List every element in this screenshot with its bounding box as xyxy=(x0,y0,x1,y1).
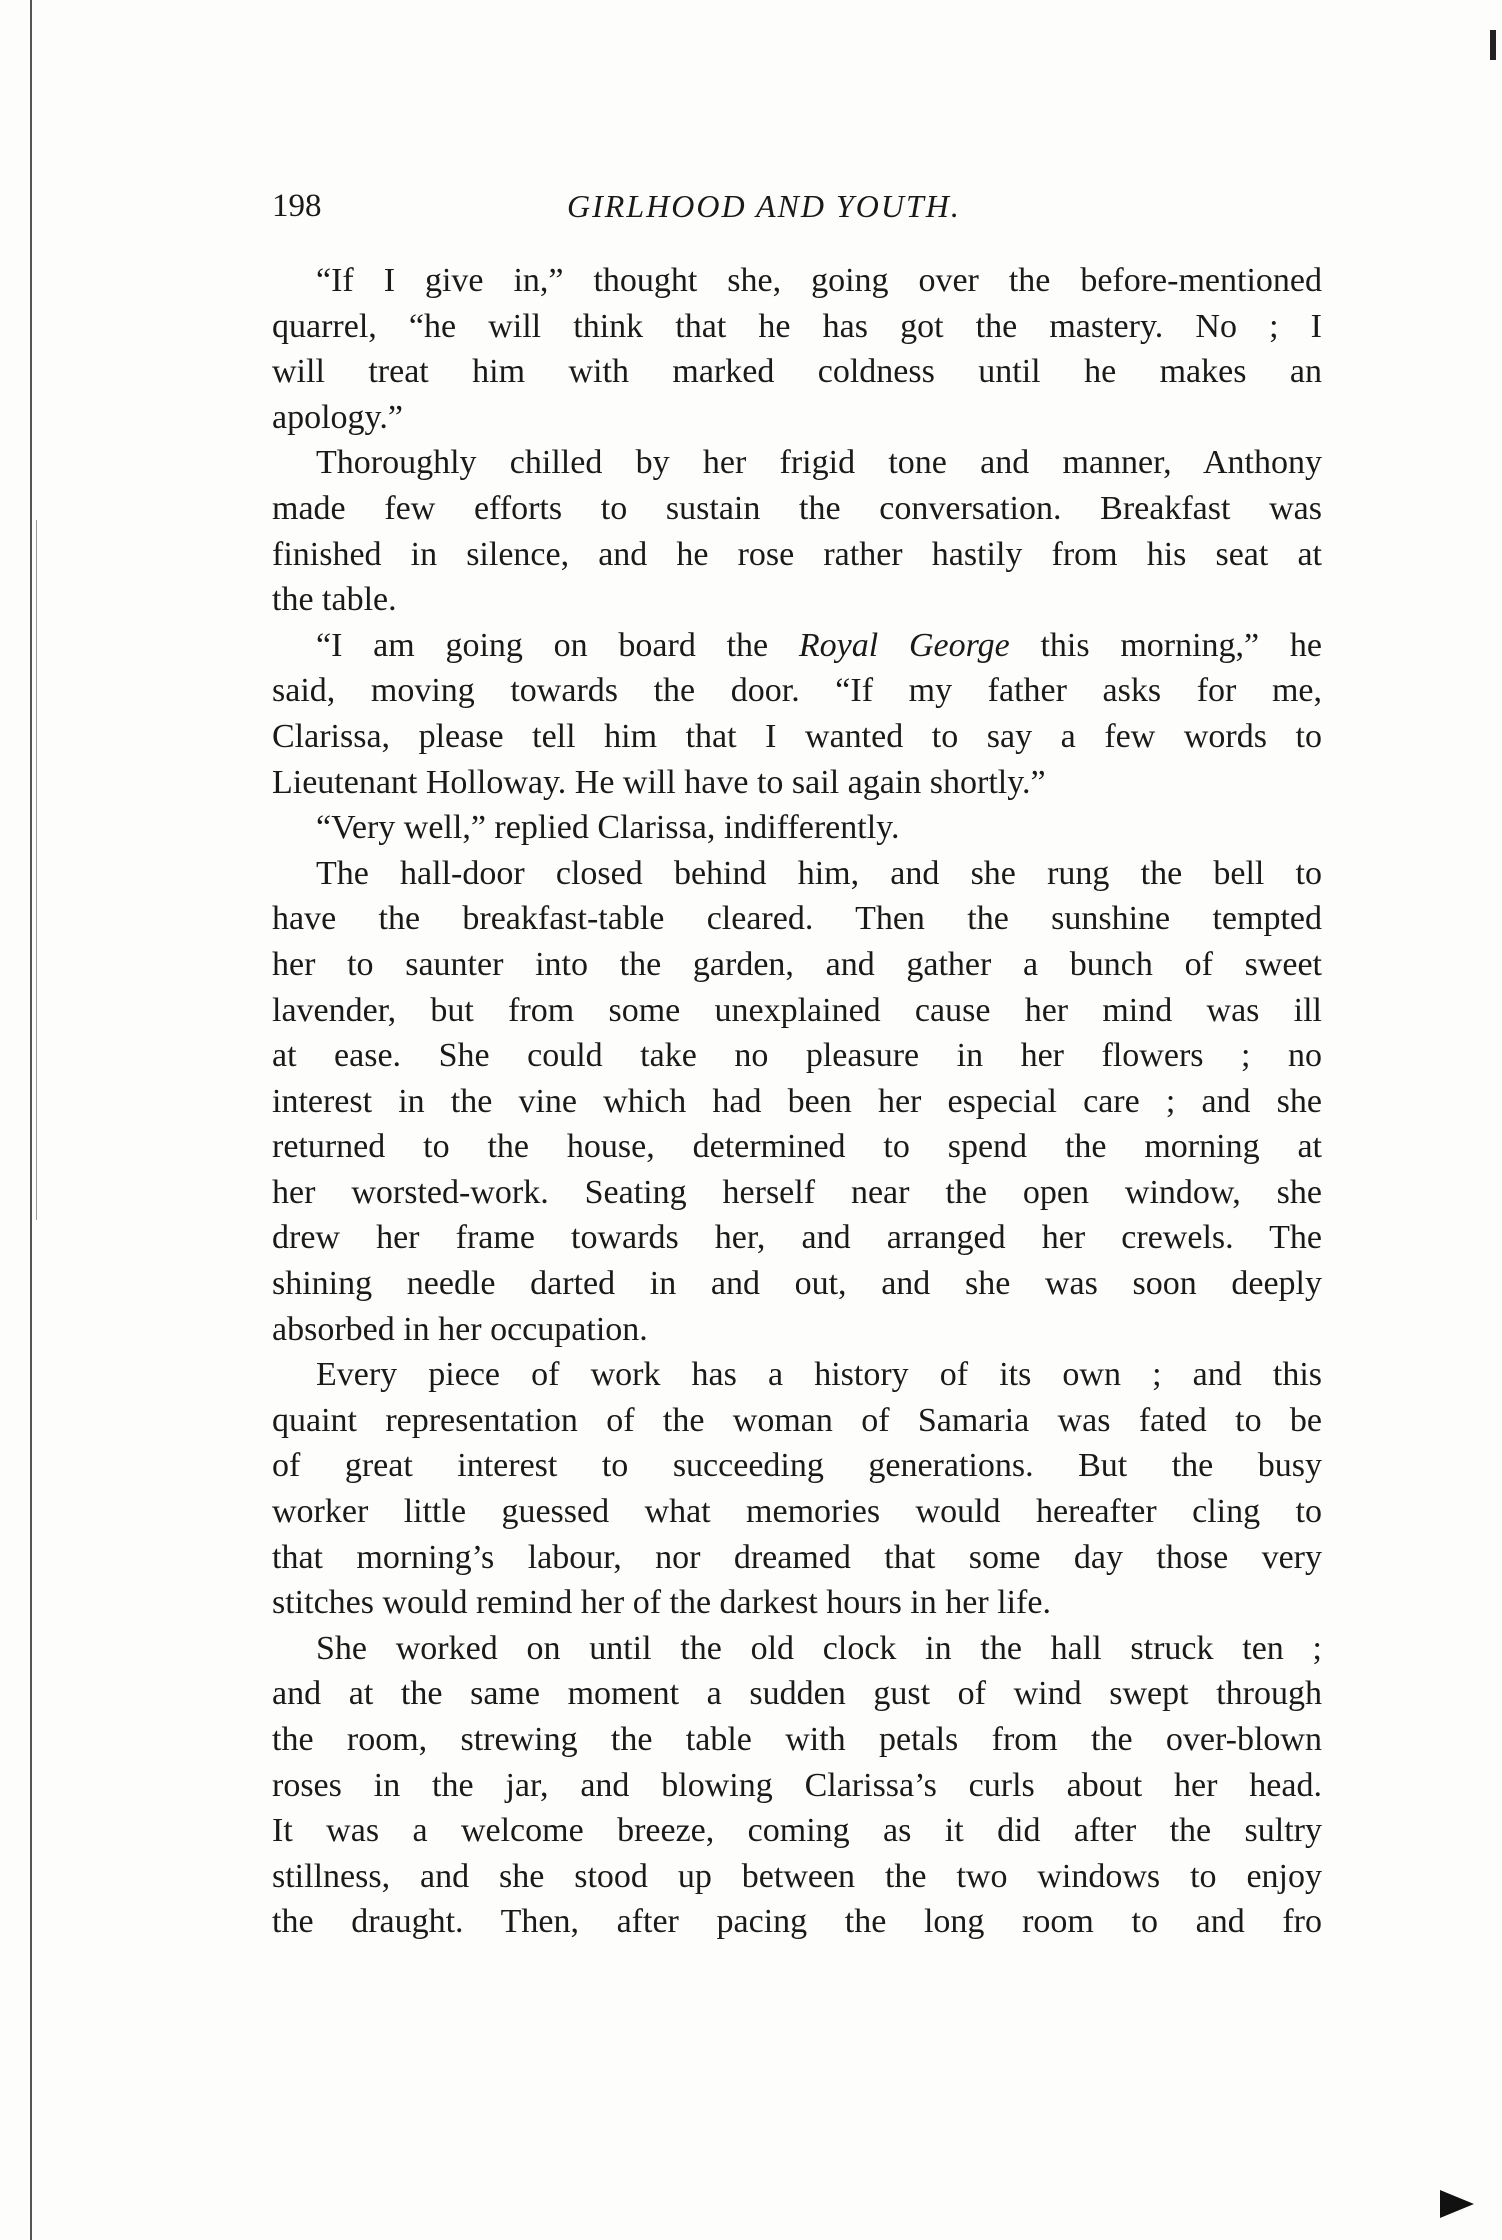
text-line xyxy=(272,896,1322,942)
text-line-content: her to saunter into the garden, and gather a bunch of sweet xyxy=(272,945,1322,983)
text-line-content: her worsted-work. Seating herself near the open window, she xyxy=(272,1173,1322,1211)
text-line-content: the room, strewing the table with petals from the over-blown xyxy=(272,1721,1322,1758)
text-line-content: will treat him with marked coldness until he makes an xyxy=(272,353,1322,391)
text-line-content: She worked on until the old clock in the hall struck ten ; xyxy=(316,1629,1322,1667)
text-line-content: Every piece of work has a history of its own ; and this xyxy=(316,1356,1322,1394)
text-line xyxy=(272,395,1322,441)
text-line-content: quarrel, “he will think that he has got the mastery. No ; I xyxy=(272,307,1322,345)
text-line xyxy=(272,304,1322,350)
text-line xyxy=(272,1763,1322,1809)
text-line xyxy=(272,349,1322,395)
text-line xyxy=(272,1808,1322,1854)
text-line-content: shining needle darted in and out, and she was soon deeply xyxy=(272,1265,1322,1303)
page-number: 198 xyxy=(272,188,322,224)
text-line-content: roses in the jar, and blowing Clarissa’s curls about her head. xyxy=(272,1766,1322,1804)
text-line xyxy=(272,1261,1322,1307)
text-line xyxy=(272,1717,1322,1763)
text-line xyxy=(272,1580,1322,1626)
text-line xyxy=(272,668,1322,714)
text-line-content: “I am going on board the Royal George this morning,” he xyxy=(316,626,1322,664)
text-line xyxy=(272,714,1322,760)
text-line-content: apology.” xyxy=(272,398,403,436)
body-text xyxy=(272,258,1322,1945)
text-line-content: made few efforts to sustain the conversation. Breakfast was xyxy=(272,489,1322,527)
text-line-content: stitches would remind her of the darkest hours in her life. xyxy=(272,1584,1051,1622)
running-title: GIRLHOOD AND YOUTH. xyxy=(567,188,961,224)
text-line-content: stillness, and she stood up between the two windows to enjoy xyxy=(272,1857,1322,1895)
text-line-content: finished in silence, and he rose rather hastily from his seat at xyxy=(272,535,1322,573)
text-line-content: interest in the vine which had been her especial care ; and she xyxy=(272,1082,1322,1120)
text-line xyxy=(272,1489,1322,1535)
text-line-content: of great interest to succeeding generations. But the busy xyxy=(272,1447,1322,1485)
text-line-content: the draught. Then, after pacing the long room to and fro xyxy=(272,1903,1322,1941)
text-line xyxy=(272,942,1322,988)
scan-edge-line xyxy=(30,0,32,2240)
text-line xyxy=(272,1626,1322,1672)
text-line-content: Lieutenant Holloway. He will have to sail again shortly.” xyxy=(272,763,1046,801)
text-line xyxy=(272,1215,1322,1261)
text-line-content: and at the same moment a sudden gust of wind swept through xyxy=(272,1675,1322,1713)
text-line xyxy=(272,1671,1322,1717)
text-line-content: said, moving towards the door. “If my father asks for me, xyxy=(272,672,1322,710)
text-line xyxy=(272,1352,1322,1398)
text-line xyxy=(272,851,1322,897)
text-line xyxy=(272,760,1322,806)
scan-edge-line xyxy=(36,520,37,1220)
scan-mark xyxy=(1490,30,1496,60)
text-line-content: drew her frame towards her, and arranged her crewels. The xyxy=(272,1219,1322,1257)
text-line xyxy=(272,258,1322,304)
text-line-content: returned to the house, determined to spend the morning at xyxy=(272,1128,1322,1166)
text-line-content: lavender, but from some unexplained cause her mind was ill xyxy=(272,991,1322,1029)
text-line xyxy=(272,532,1322,578)
text-line-content: “Very well,” replied Clarissa, indifferently. xyxy=(316,809,900,847)
text-line xyxy=(272,486,1322,532)
text-line-content: at ease. She could take no pleasure in her flowers ; no xyxy=(272,1037,1322,1075)
text-line xyxy=(272,1170,1322,1216)
text-line xyxy=(272,1033,1322,1079)
text-line xyxy=(272,1124,1322,1170)
text-line xyxy=(272,1079,1322,1125)
text-line-content: quaint representation of the woman of Samaria was fated to be xyxy=(272,1401,1322,1439)
text-line xyxy=(272,1398,1322,1444)
page-header xyxy=(272,188,1322,232)
text-line xyxy=(272,988,1322,1034)
text-line-content: Thoroughly chilled by her frigid tone and manner, Anthony xyxy=(316,444,1322,482)
text-line xyxy=(272,623,1322,669)
text-line xyxy=(272,1899,1322,1945)
text-line-content: worker little guessed what memories would hereafter cling to xyxy=(272,1493,1322,1531)
scan-arrow-mark xyxy=(1440,2190,1474,2218)
text-line-content: that morning’s labour, nor dreamed that some day those very xyxy=(272,1538,1322,1576)
ship-name: Royal George xyxy=(798,626,1010,664)
text-line-content: absorbed in her occupation. xyxy=(272,1310,648,1348)
text-line xyxy=(272,1854,1322,1900)
text-line-content: the table. xyxy=(272,581,397,619)
text-line xyxy=(272,805,1322,851)
text-line xyxy=(272,1443,1322,1489)
text-line-content: Clarissa, please tell him that I wanted to say a few words to xyxy=(272,717,1322,755)
text-line xyxy=(272,440,1322,486)
text-line xyxy=(272,1535,1322,1581)
text-line-content: The hall-door closed behind him, and she rung the bell to xyxy=(316,854,1322,892)
text-line xyxy=(272,1307,1322,1353)
text-line-content: “If I give in,” thought she, going over the before-mentioned xyxy=(316,262,1322,299)
text-line xyxy=(272,577,1322,623)
text-line-content: have the breakfast-table cleared. Then the sunshine tempted xyxy=(272,900,1322,938)
text-line-content: It was a welcome breeze, coming as it did after the sultry xyxy=(272,1812,1322,1850)
